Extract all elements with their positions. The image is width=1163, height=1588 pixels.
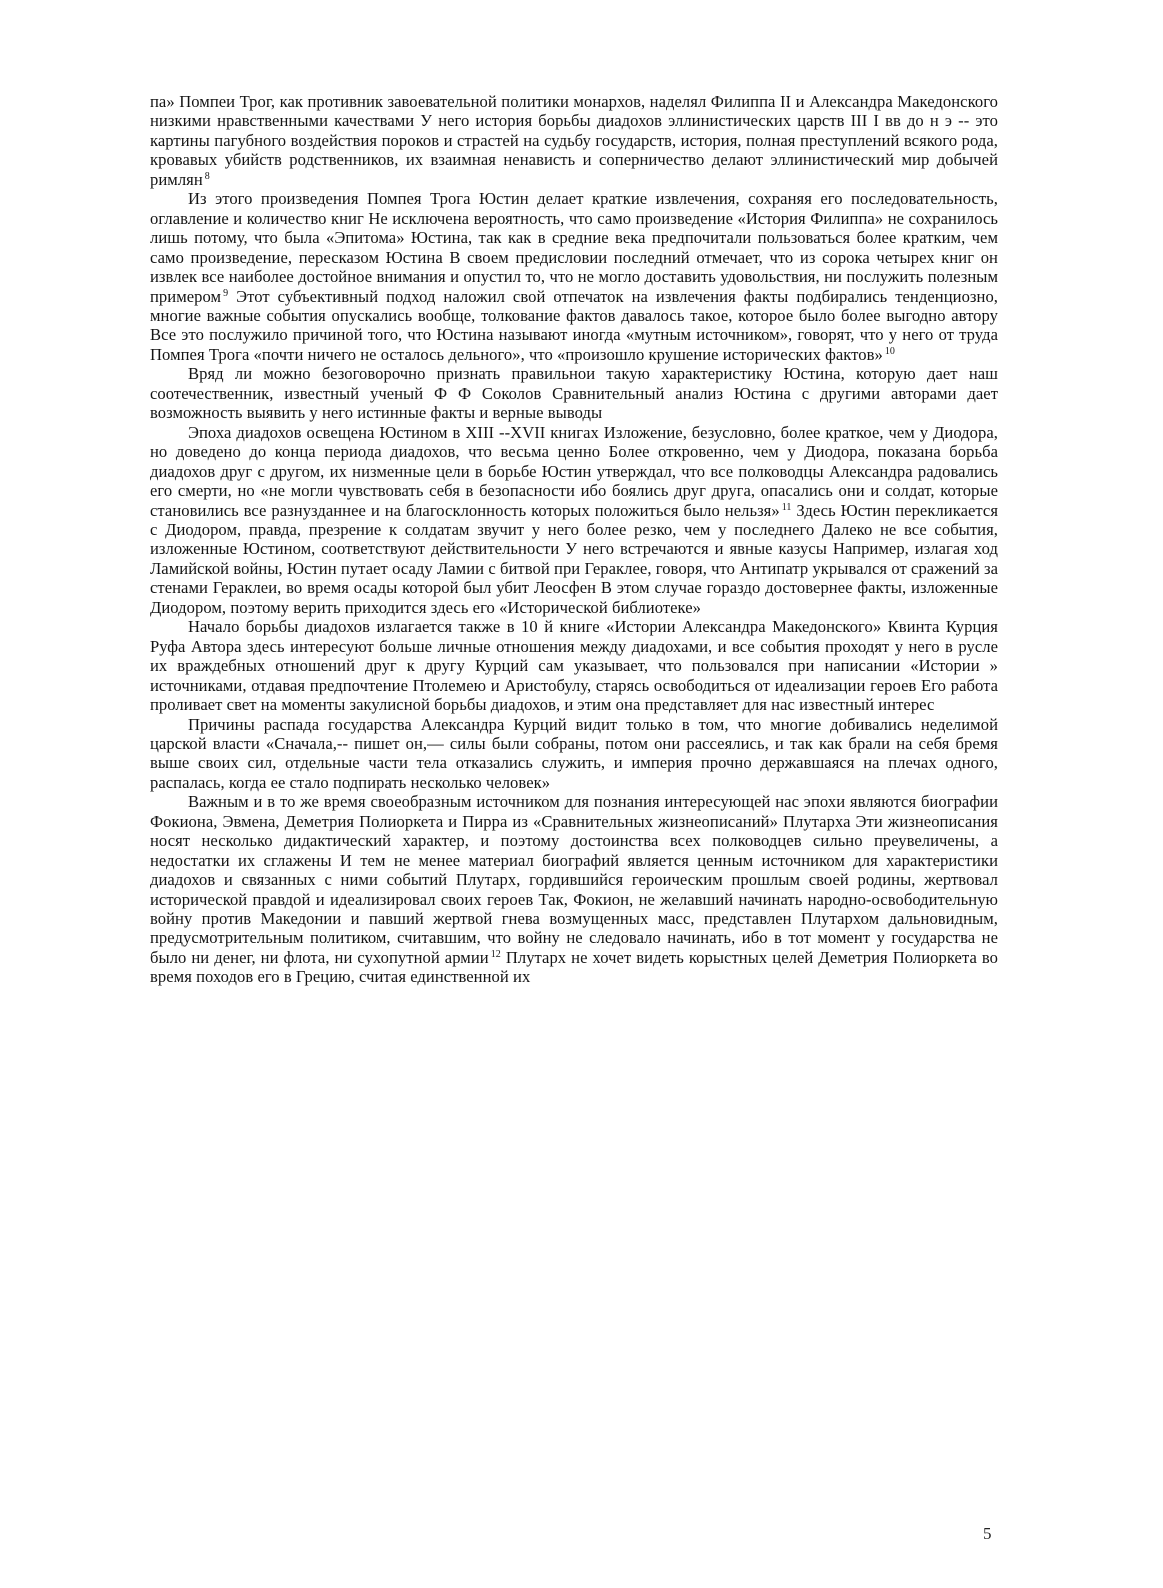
footnote-ref: 11 — [781, 501, 792, 513]
paragraph — [150, 423, 998, 618]
body-text — [150, 92, 998, 987]
footnote-ref: 12 — [490, 948, 501, 960]
paragraph-text: Из этого произведения Помпея Трога Юстин делает краткие извлечения, сохраняя его последовательность, оглавление и количество книг Не исключена вероятность, что само произведение «История Филиппа» не сохранилось лишь потому, что была «Эпитома» Юстина, так как в средние века предпочитали пользоваться более кратким, чем само произведение, пересказом Юстина В своем предисловии последний отмечает, что из сорока четырех книг он извлек все наиболее достойное внимания и опустил то, что не могло доставить удовольствия, ни послужить полезным примером — [150, 189, 998, 306]
paragraph-text: Плутарх не хочет видеть корыстных целей Деметрия Полиоркета во время походов его в Грецию, считая единственной их — [150, 947, 998, 987]
footnote-ref: 9 — [223, 287, 229, 299]
paragraph-text: Начало борьбы диадохов излагается также в 10 й книге «Истории Александра Македонского» Квинта Курция Руфа Автора здесь интересуют больше личные отношения между диадохами, и все события проходят у него в русле их враждебных отношений друг к другу Курций сам указывает, что пользовался при написании «Истории » источниками, отдавая предпочтение Птолемею и Аристобулу, старясь освободиться от идеализации героев Его работа проливает свет на моменты закулисной борьбы диадохов, и этим она представляет для нас известный интерес — [150, 617, 998, 715]
paragraph — [150, 189, 998, 364]
paragraph-text: Эпоха диадохов освещена Юстином в XIII --XVII книгах Изложение, безусловно, более краткое, чем у Диодора, но доведено до конца периода диадохов, что весьма ценно Более откровенно, чем у Диодора, показана борьба диадохов друг с другом, их низменные цели в борьбе Юстин утверждал, что все полководцы Александра радовались его смерти, но «не могли чувствовать себя в безопасности ибо боялись друг друга, опасались они и солдат, которые становились все разнузданнее и на благосклонность которых положиться было нельзя» — [150, 422, 998, 520]
footnote-ref: 8 — [204, 170, 210, 182]
paragraph — [150, 364, 998, 422]
paragraph-text: па» Помпеи Трог, как противник завоевательной политики монархов, наделял Филиппа II и Александра Македонского низкими нравственными качествами У него история борьбы диадохов эллинистических царств III I вв до н э -- это картины пагубного воздействия пороков и страстей на судьбу государств, история, полная преступлений всякого рода, кровавых убийств родственников, их взаимная ненависть и соперничество делают эллинистический мир добычей римлян — [150, 92, 998, 189]
paragraph-text: Этот субъективный подход наложил свой отпечаток на извлечения факты подбирались тенденциозно, многие важные события опускались вообще, толкование фактов давалось такое, которое было более выгодно автору Все это послужило причиной того, что Юстина называют иногда «мутным источником», говорят, что у него от труда Помпея Трога «почти ничего не осталось дельного», что «произошло крушение исторических фактов» — [150, 286, 998, 364]
paragraph — [150, 92, 998, 189]
paragraph-text: Здесь Юстин перекликается с Диодором, правда, презрение к солдатам звучит у него более резко, чем у последнего Далеко не все события, изложенные Юстином, соответствуют действительности У него встречаются и явные казусы Например, излагая ход Ламийской войны, Юстин путает осаду Ламии с битвой при Гераклее, говоря, что Антипатр укрывался от сражений за стенами Гераклеи, во время осады которой был убит Леосфен В этом случае гораздо достовернее факты, изложенные Диодором, поэтому верить приходится здесь его «Исторической библиотеке» — [150, 500, 998, 617]
page-number: 5 — [983, 1524, 992, 1543]
footnote-ref: 10 — [884, 345, 895, 357]
paragraph-text: Причины распада государства Александра Курций видит только в том, что многие добивались неделимой царской власти «Сначала,-- пишет он,— силы были собраны, потом они рассеялись, и так как брали на себя бремя выше своих сил, отдельные части тела отказались служить, и империя прочно державшаяся на плечах одного, распалась, когда ее стало подпирать несколько человек» — [150, 714, 998, 792]
paragraph-text: Важным и в то же время своеобразным источником для познания интересующей нас эпохи являются биографии Фокиона, Эвмена, Деметрия Полиоркета и Пирра из «Сравнительных жизнеописаний» Плутарха Эти жизнеописания носят несколько дидактический характер, и поэтому достоинства всех полководцев сильно преувеличены, а недостатки их сглажены И тем не менее материал биографий является ценным источником для характеристики диадохов и связанных с ними событий Плутарх, гордившийся героическим прошлым своей родины, жертвовал исторической правдой и идеализировал своих героев Так, Фокион, не желавший начинать народно-освободительную войну против Македонии и павший жертвой гнева возмущенных масс, представлен Плутархом дальновидным, предусмотрительным политиком, считавшим, что войну не следовало начинать, ибо в тот момент у государства не было ни денег, ни флота, ни сухопутной армии — [150, 792, 998, 967]
paragraph — [150, 715, 998, 793]
paragraph — [150, 617, 998, 714]
paragraph-text: Вряд ли можно безоговорочно признать правильнои такую характеристику Юстина, которую дает наш соотечественник, известный ученый Ф Ф Соколов Сравнительный анализ Юстина с другими авторами дает возможность выявить у него истинные факты и верные выводы — [150, 364, 998, 423]
paragraph — [150, 792, 998, 987]
